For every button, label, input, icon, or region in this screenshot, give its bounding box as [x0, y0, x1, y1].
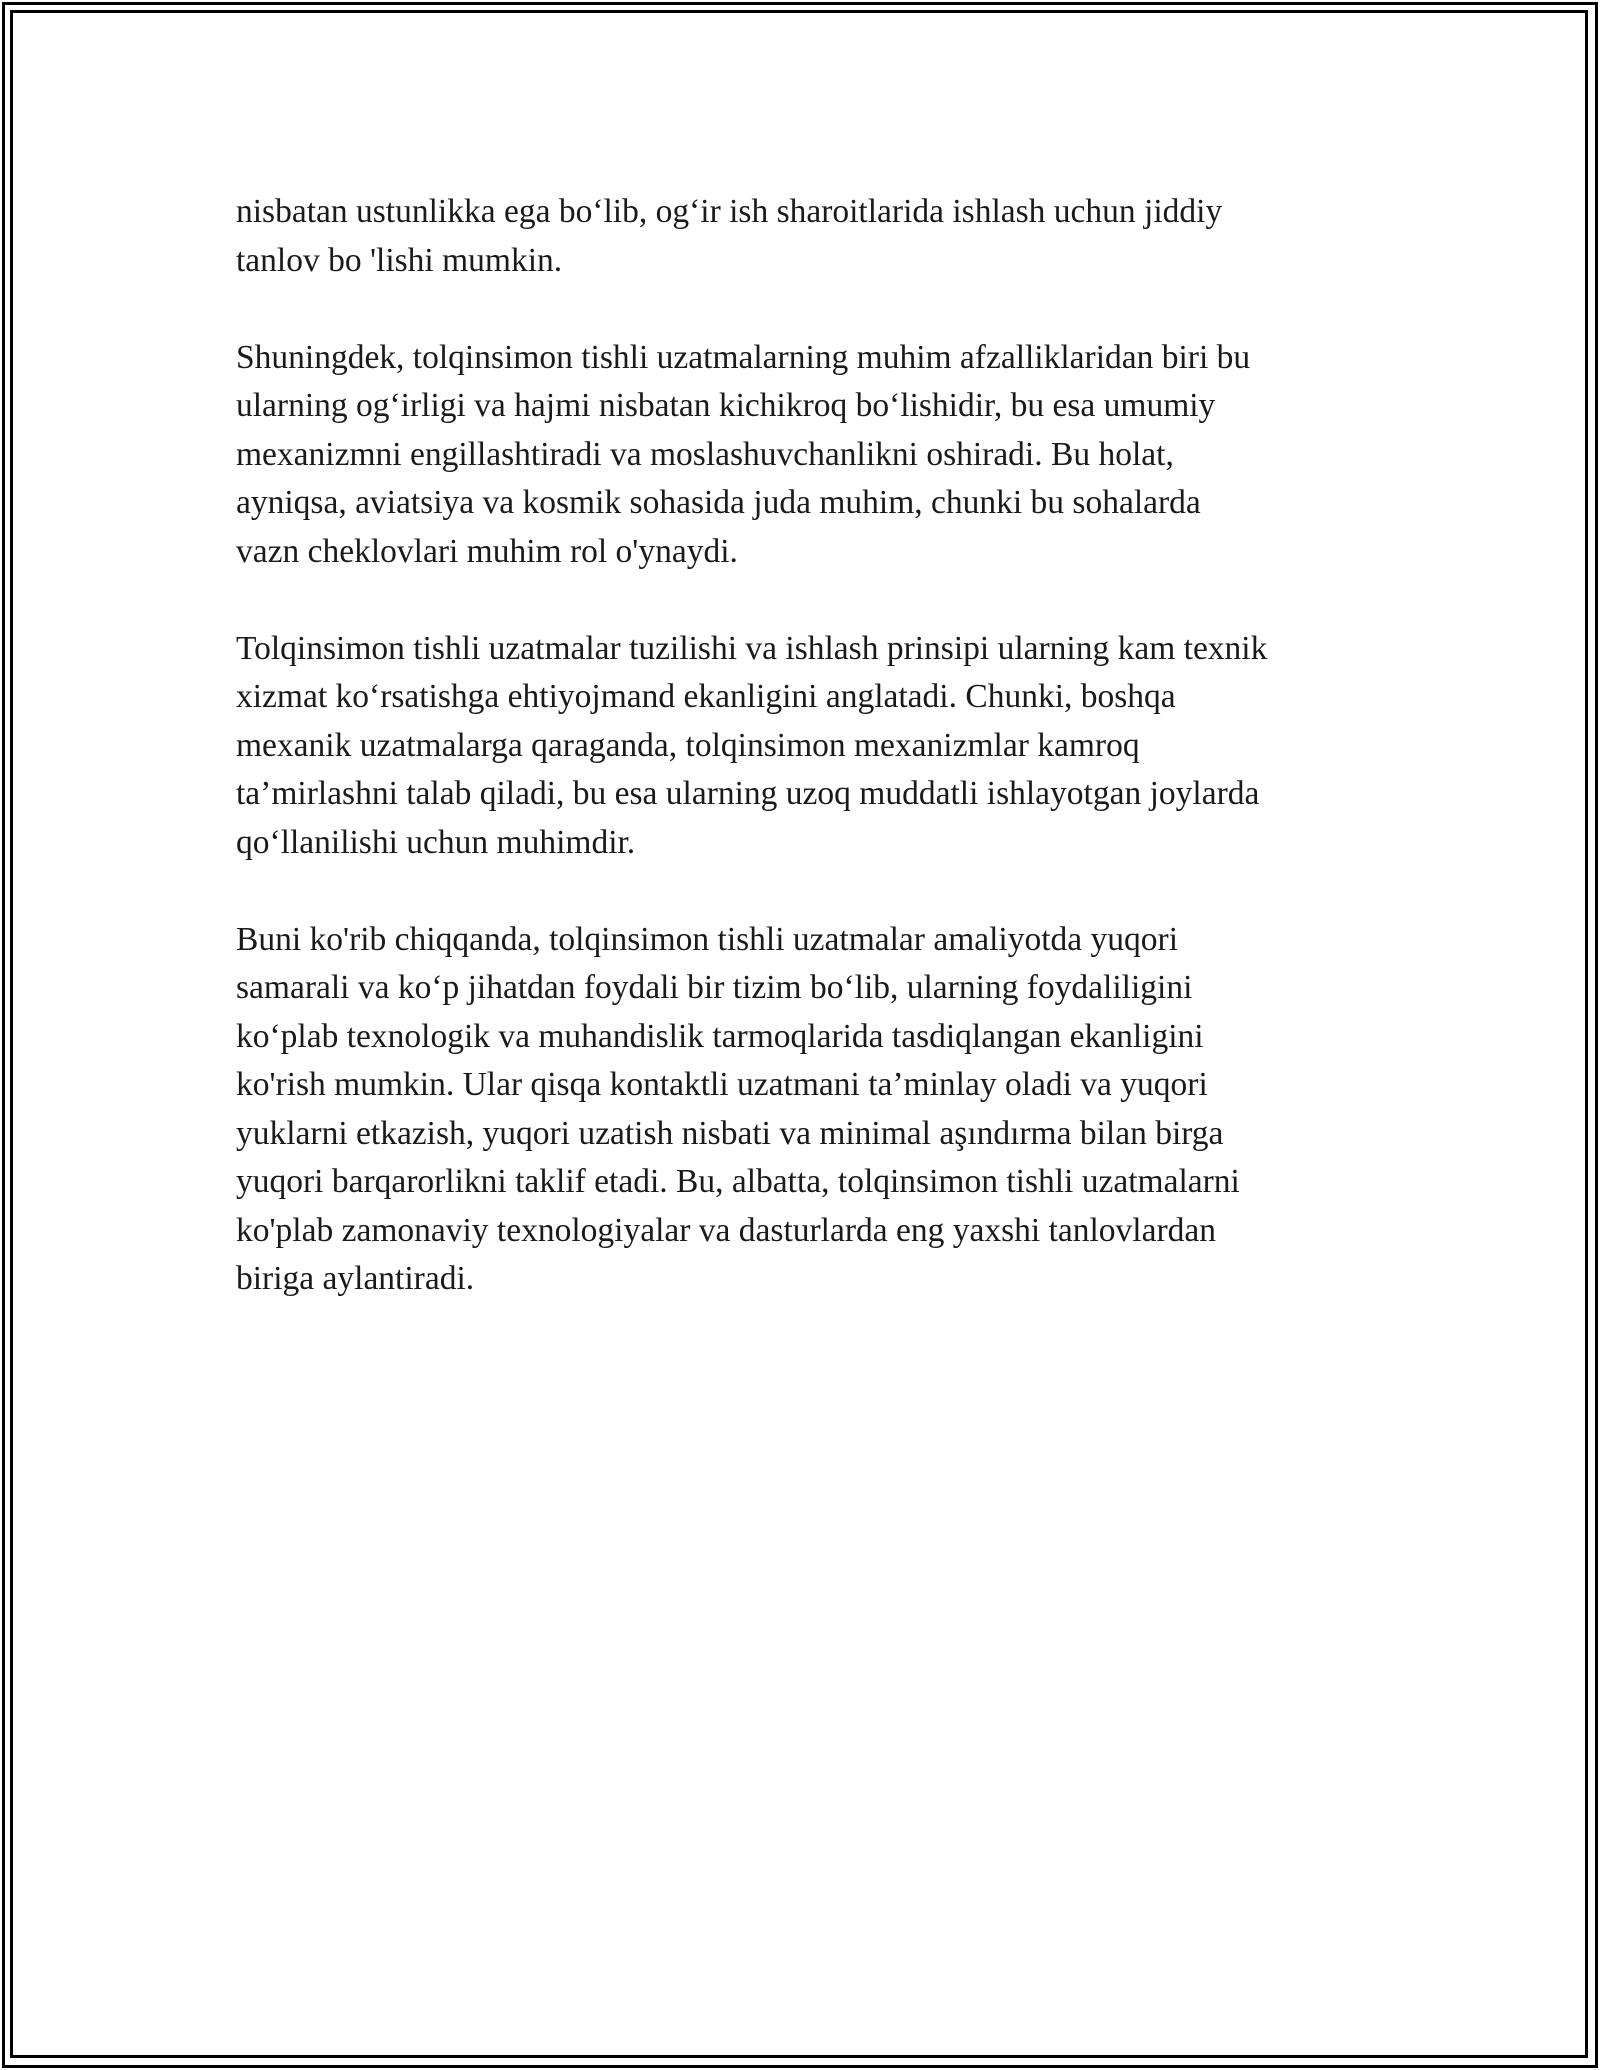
text-line: Buni ko'rib chiqqanda, tolqinsimon tishli uzatmalar amaliyotda yuqori	[236, 920, 1179, 958]
text-line: tanlov bo 'lishi mumkin.	[236, 241, 563, 279]
text-line: vazn cheklovlari muhim rol o'ynaydi.	[236, 532, 738, 570]
paragraph-3	[236, 625, 1396, 868]
text-line: qo‘llanilishi uchun muhimdir.	[236, 823, 636, 861]
text-line: biriga aylantiradi.	[236, 1260, 475, 1297]
document-body	[236, 188, 1396, 1352]
paragraph-4	[236, 916, 1396, 1304]
text-line: ta’mirlashni talab qiladi, bu esa ularning uzoq muddatli ishlayotgan joylarda	[236, 775, 1260, 812]
text-line: mexanizmni engillashtiradi va moslashuvchanlikni oshiradi. Bu holat,	[236, 435, 1174, 473]
text-line: yuklarni etkazish, yuqori uzatish nisbati va minimal aşındırma bilan birga	[236, 1114, 1224, 1152]
text-line: ularning og‘irligi va hajmi nisbatan kichikroq bo‘lishidir, bu esa umumiy	[236, 387, 1216, 424]
text-line: Shuningdek, tolqinsimon tishli uzatmalarning muhim afzalliklaridan biri bu	[236, 338, 1251, 376]
text-line: samarali va ko‘p jihatdan foydali bir tizim bo‘lib, ularning foydaliligini	[236, 969, 1193, 1006]
text-line: yuqori barqarorlikni taklif etadi. Bu, albatta, tolqinsimon tishli uzatmalarni	[236, 1163, 1240, 1200]
text-line: mexanik uzatmalarga qaraganda, tolqinsimon mexanizmlar kamroq	[236, 726, 1140, 764]
paragraph-2	[236, 334, 1396, 577]
text-line: nisbatan ustunlikka ega bo‘lib, og‘ir ish sharoitlarida ishlash uchun jiddiy	[236, 193, 1223, 230]
text-line: ko'plab zamonaviy texnologiyalar va dasturlarda eng yaxshi tanlovlardan	[236, 1211, 1217, 1249]
text-line: xizmat ko‘rsatishga ehtiyojmand ekanligini anglatadi. Chunki, boshqa	[236, 678, 1176, 715]
text-line: ayniqsa, aviatsiya va kosmik sohasida juda muhim, chunki bu sohalarda	[236, 484, 1201, 521]
text-line: ko'rish mumkin. Ular qisqa kontaktli uzatmani ta’minlay oladi va yuqori	[236, 1066, 1208, 1103]
text-line: Tolqinsimon tishli uzatmalar tuzilishi va ishlash prinsipi ularning kam texnik	[236, 629, 1268, 667]
paragraph-1	[236, 188, 1396, 285]
text-line: ko‘plab texnologik va muhandislik tarmoqlarida tasdiqlangan ekanligini	[236, 1017, 1204, 1055]
